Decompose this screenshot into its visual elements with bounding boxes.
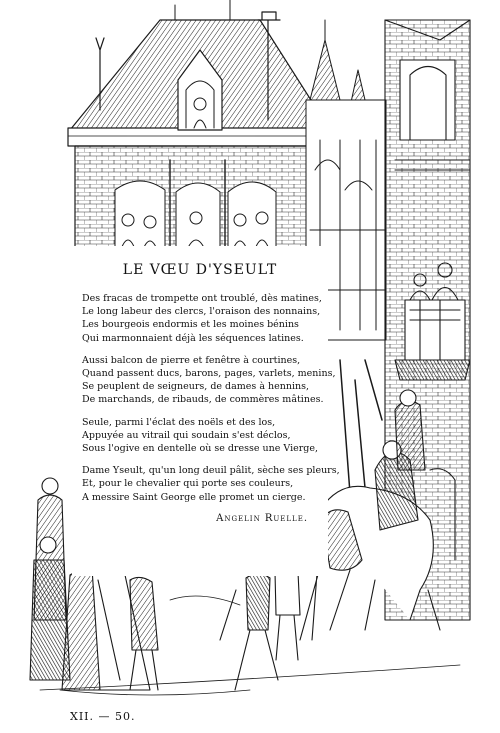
verse-line: Et, pour le chevalier qui porte ses couleurs, <box>82 478 294 490</box>
verse-line: Seule, parmi l'éclat des noëls et des los, <box>82 416 276 428</box>
stanza-1 <box>82 292 322 345</box>
verse-line: Qui marmonnaient déjà les séquences latines. <box>82 332 304 344</box>
verse-line: Des fracas de trompette ont troublé, dès matines, <box>82 293 322 304</box>
verse-line: Aussi balcon de pierre et fenêtre à courtines, <box>82 354 301 366</box>
poem-panel <box>72 246 340 576</box>
verse-line: Quand passent ducs, barons, pages, varlets, menins, <box>82 368 336 380</box>
stanza-2 <box>82 354 336 407</box>
verse-line: Dame Yseult, qu'un long deuil pâlit, sèche ses pleurs, <box>82 465 340 477</box>
verse-line: A messire Saint George elle promet un cierge. <box>82 491 306 503</box>
stanza-4 <box>82 464 340 504</box>
gothic-house <box>68 0 333 256</box>
verse-line: Les bourgeois endormis et les moines bénins <box>82 319 299 331</box>
stanza-3 <box>82 416 318 456</box>
verse-line: Le long labeur des clercs, l'oraison des nonnains, <box>82 306 321 318</box>
poem-title: LE VŒU D'YSEULT <box>122 262 278 278</box>
verse-line: Se peuplent de seigneurs, de dames à hennins, <box>82 381 310 393</box>
verse-line: De marchands, de ribauds, de commères mâtines. <box>82 394 324 406</box>
verse-line: Sous l'ogive en dentelle où se dresse une Vierge, <box>82 443 318 455</box>
verse-line: Appuyée au vitrail qui soudain s'est déclos, <box>82 429 291 441</box>
folio-number: XII. — 50. <box>70 710 136 723</box>
author-signature: Angelin Ruelle. <box>216 512 308 524</box>
